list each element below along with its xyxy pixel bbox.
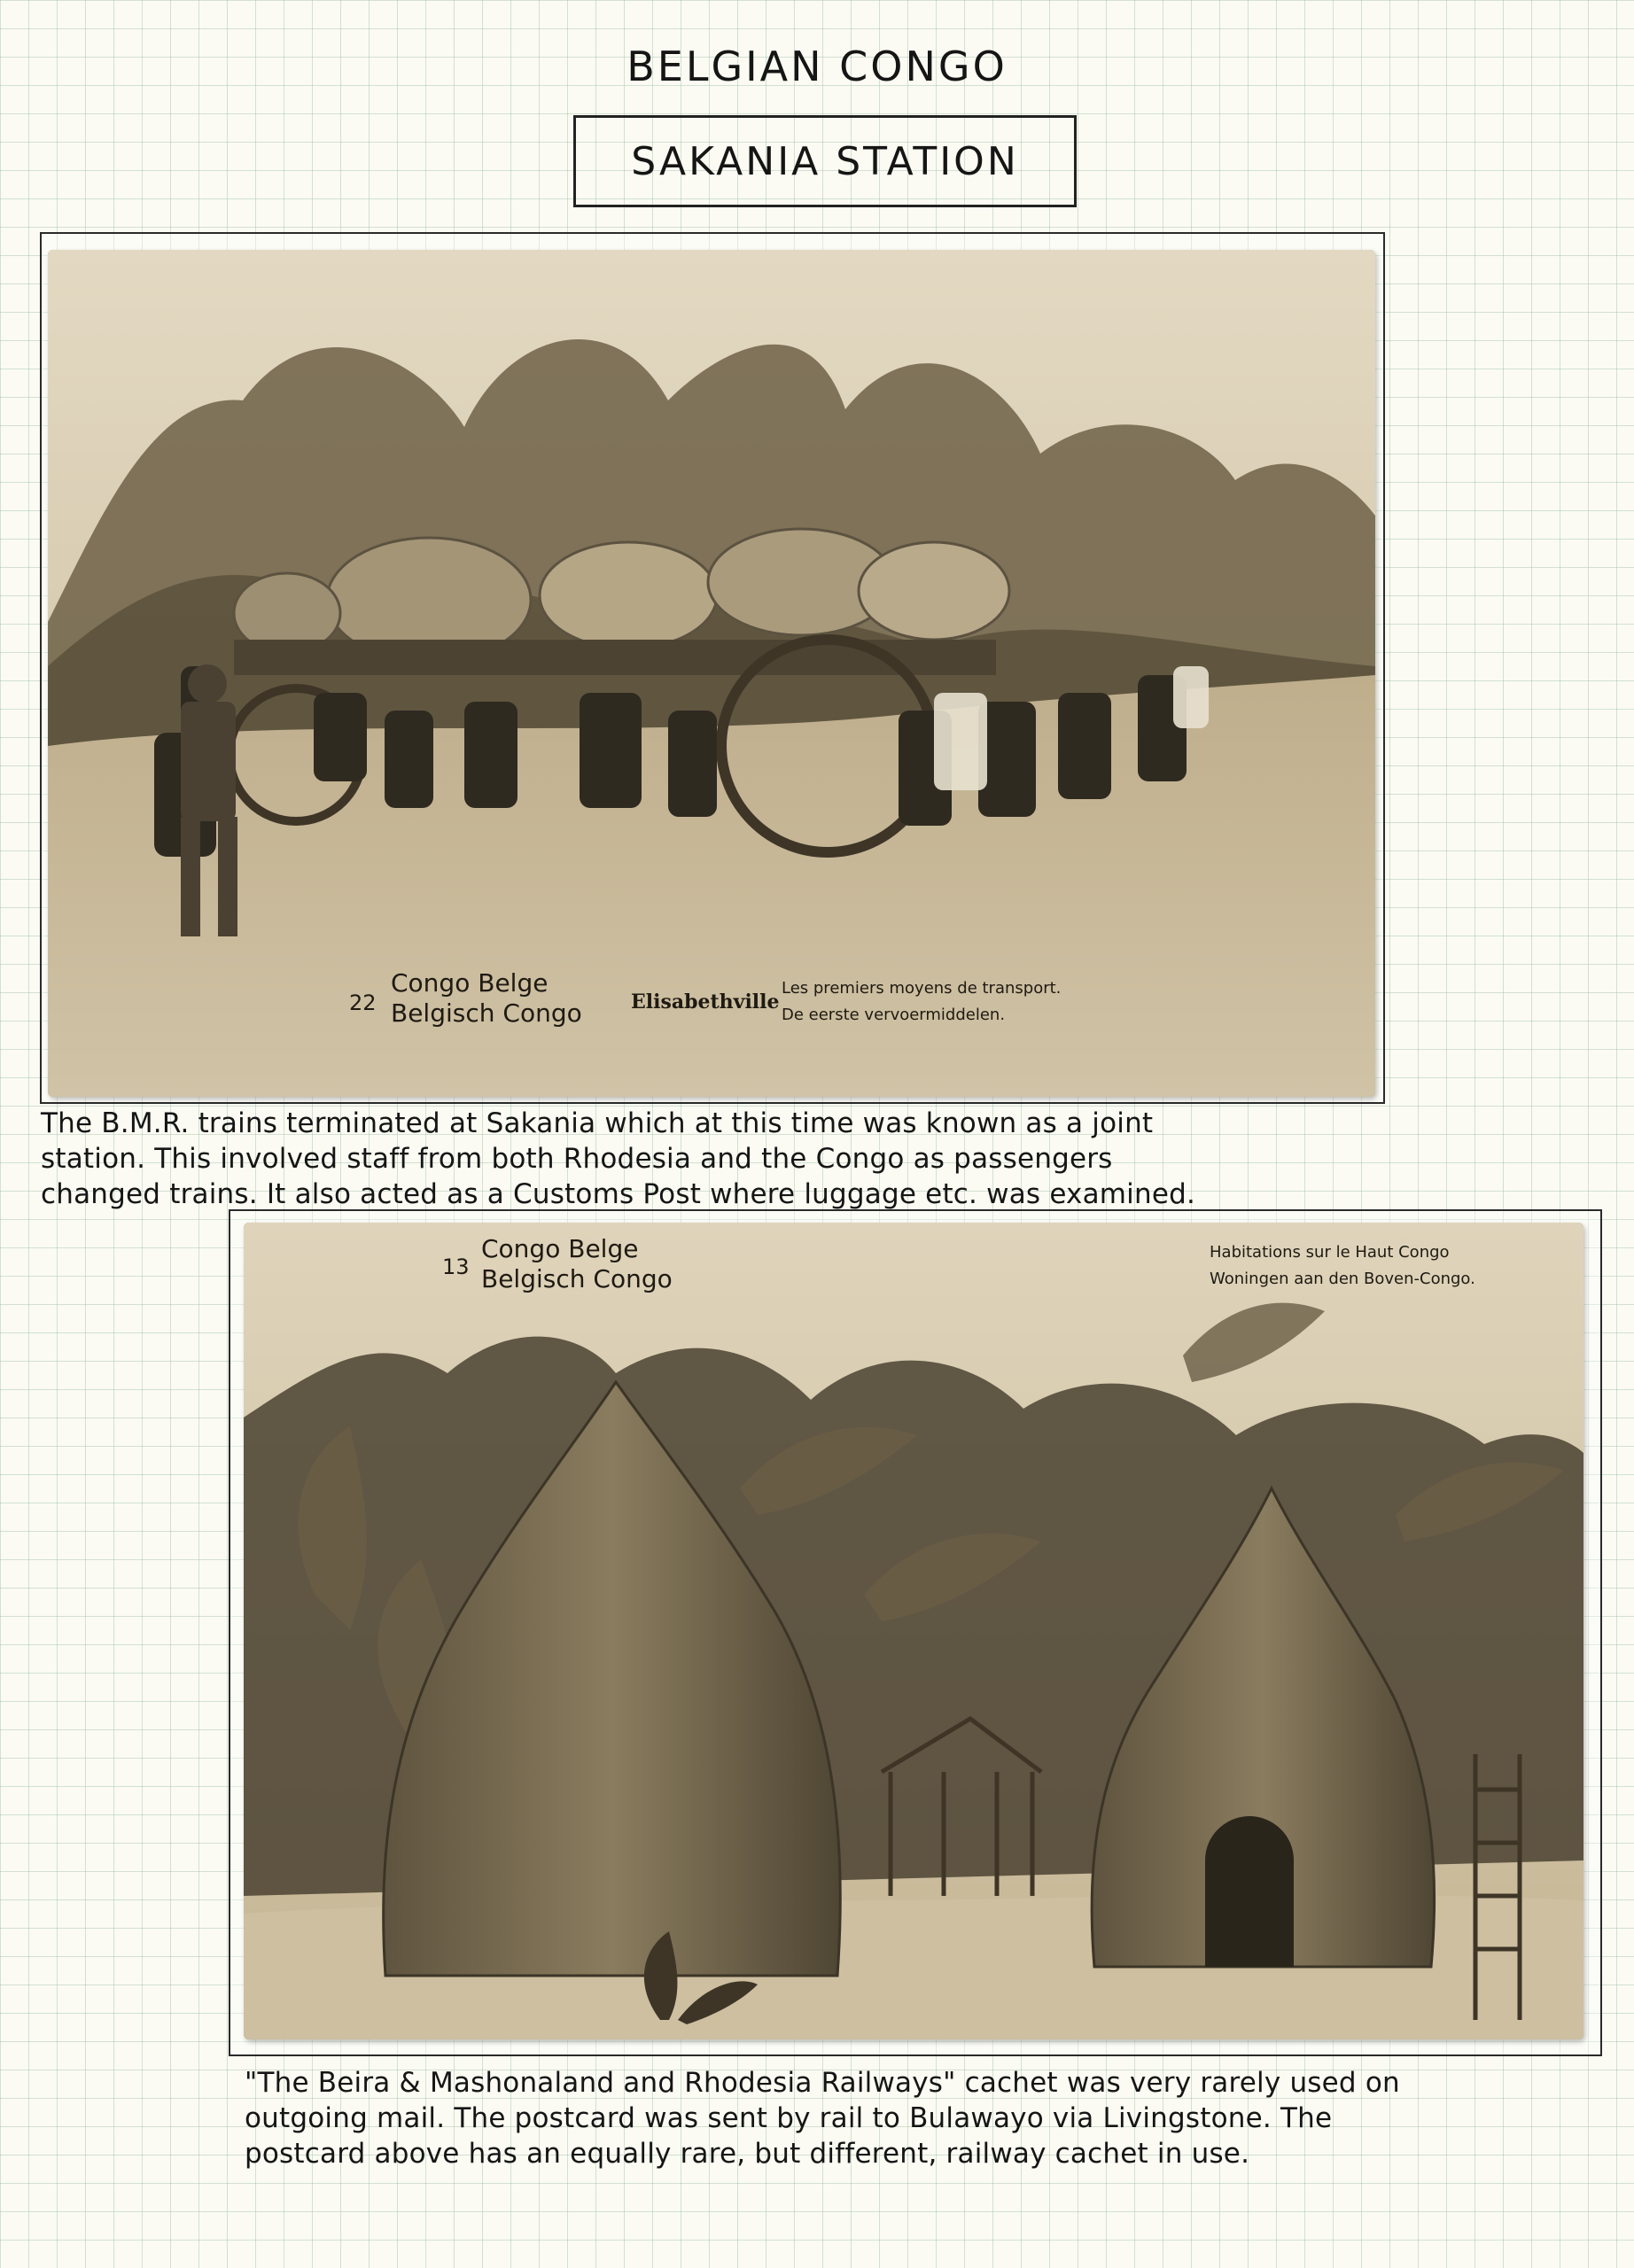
station-title-box (573, 115, 1077, 207)
card1-number: 22 (349, 990, 377, 1015)
note1-line: changed trains. It also acted as a Customs Post where luggage etc. was examined. (41, 1178, 1196, 1210)
card1-title-fr: Congo Belge (391, 968, 549, 998)
card2-number: 13 (442, 1254, 470, 1279)
note2-line: outgoing mail. The postcard was sent by rail to Bulawayo via Livingstone. The (245, 2102, 1333, 2134)
card2-title-nl: Belgisch Congo (481, 1264, 673, 1293)
huts-photo-illustration (244, 1223, 1583, 2039)
note2-line: postcard above has an equally rare, but different, railway cachet in use. (245, 2138, 1250, 2170)
postcard-wagon-photo (48, 250, 1375, 1097)
card1-caption-nl: De eerste vervoermiddelen. (782, 1006, 1006, 1024)
wagon-photo-illustration (48, 250, 1375, 1097)
note-sakania-station (41, 1106, 1195, 1212)
card2-caption-nl: Woningen aan den Boven-Congo. (1210, 1270, 1475, 1288)
card1-place: Elisabethville (631, 990, 780, 1014)
note1-line: The B.M.R. trains terminated at Sakania which at this time was known as a joint (41, 1107, 1154, 1139)
postcard-huts-photo (244, 1223, 1583, 2039)
card2-caption-fr: Habitations sur le Haut Congo (1210, 1243, 1450, 1262)
note1-line: station. This involved staff from both Rhodesia and the Congo as passengers (41, 1143, 1113, 1175)
card1-caption-fr: Les premiers moyens de transport. (782, 979, 1062, 998)
note2-line: "The Beira & Mashonaland and Rhodesia Railways" cachet was very rarely used on (245, 2067, 1400, 2099)
page-heading: BELGIAN CONGO (626, 43, 1008, 90)
card1-title-nl: Belgisch Congo (391, 998, 582, 1028)
card2-title-fr: Congo Belge (481, 1234, 639, 1263)
note-railway-cachet (245, 2065, 1400, 2171)
station-title: SAKANIA STATION (631, 138, 1019, 184)
